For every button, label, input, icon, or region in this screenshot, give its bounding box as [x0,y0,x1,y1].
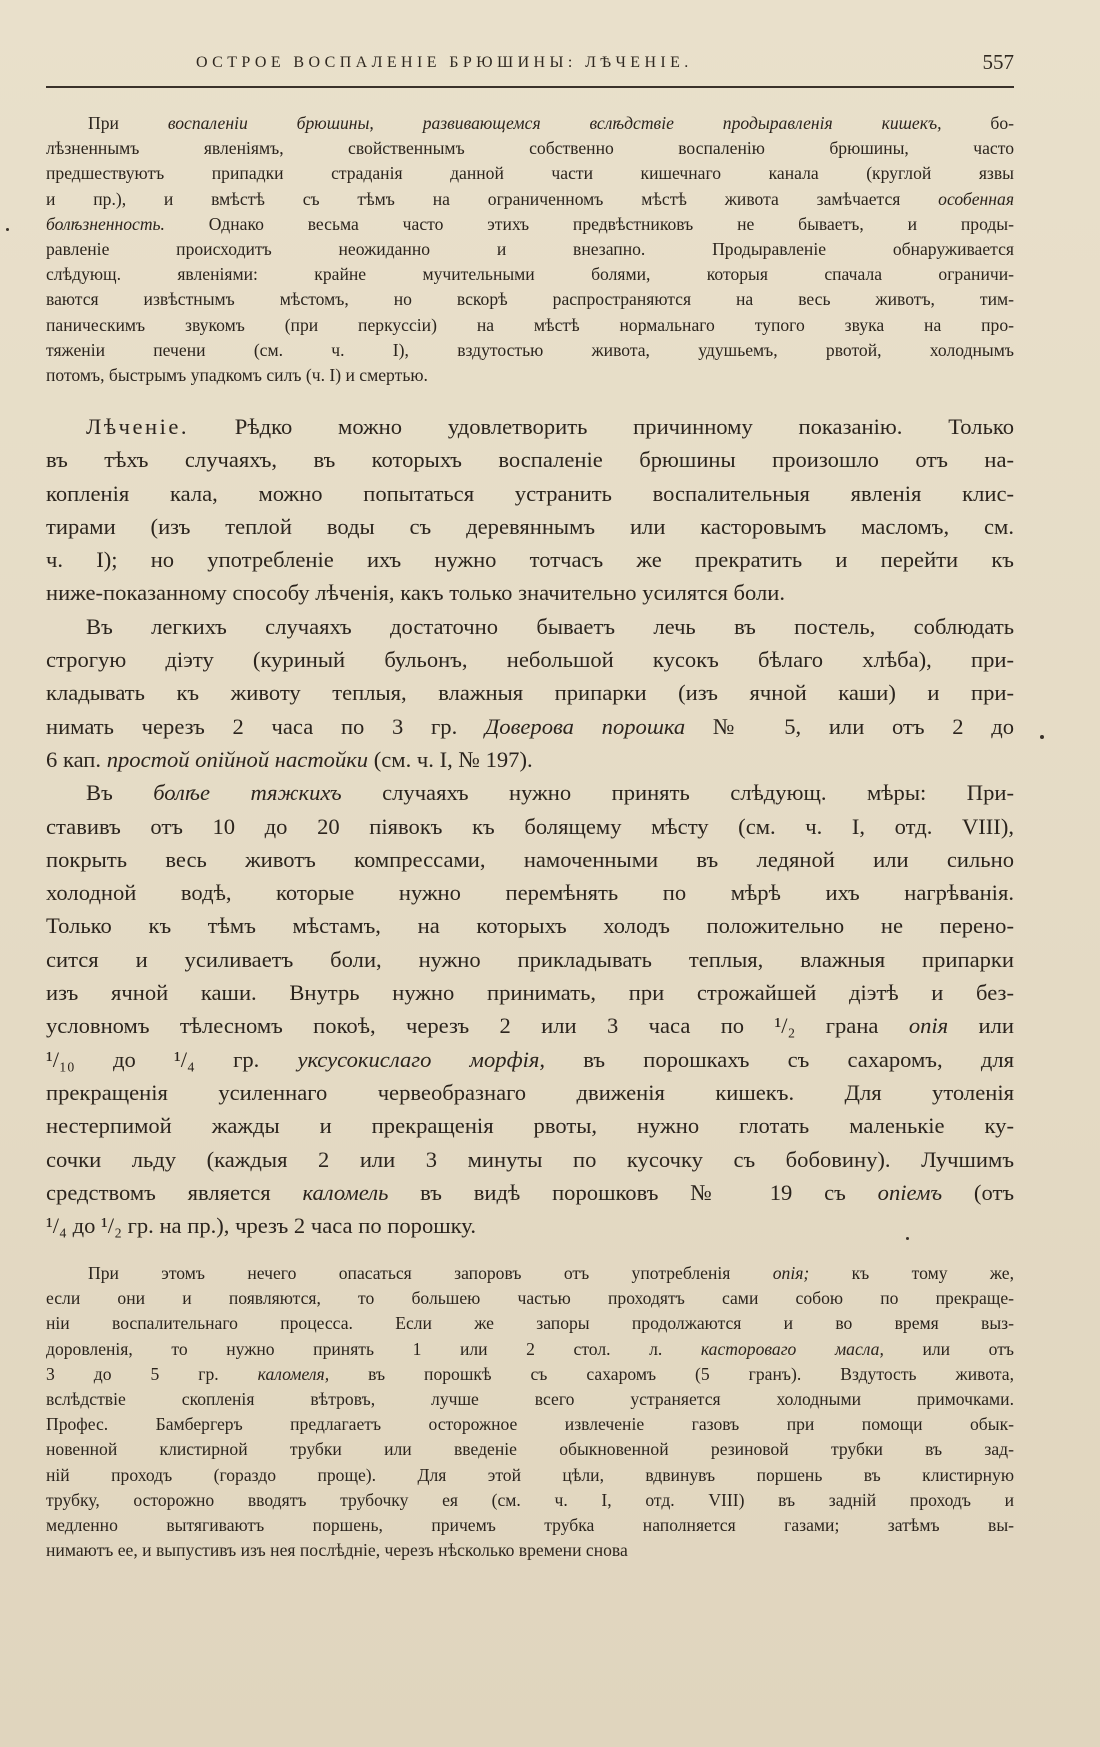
text-line [46,1488,1014,1513]
footnote-paragraph [46,1261,1014,1563]
text-line [46,1109,1014,1142]
italic-term: опія [908,1013,949,1039]
text-run: Профес. Бамбергеръ предлагаетъ осторожное извлеченіе газовъ при помощи обык- [46,1414,1014,1435]
text-run: лѣзненнымъ явленіямъ, свойственнымъ собственно воспаленію брюшины, часто [46,138,1014,159]
italic-term: Доверова порошка [484,713,686,739]
text-run: медленно вытягиваютъ поршень, причемъ трубка наполняется газами; затѣмъ вы- [46,1515,1014,1536]
text-line [46,212,1014,237]
text-run: Только къ тѣмъ мѣстамъ, на которыхъ холодъ положительно не перено- [46,913,1014,939]
text-line [46,1261,1014,1286]
text-line [46,1437,1014,1462]
text-line [46,287,1014,312]
text-run: условномъ тѣлесномъ покоѣ, черезъ 2 или 3 часа по ¹/₂ грана [46,1013,909,1039]
text-line [46,1311,1014,1336]
italic-term: каломель [302,1179,389,1205]
text-line [46,943,1014,976]
text-line [46,443,1014,476]
text-run: нимаютъ ее, и выпустивъ изъ нея послѣдніе, черезъ нѣсколько времени снова [46,1540,628,1561]
text-run: При этомъ нечего опасаться запоровъ отъ употребленія [88,1263,773,1283]
text-run: сится и усиливаетъ боли, нужно прикладывать теплыя, влажныя припарки [46,946,1014,972]
text-run: прекращенія усиленнаго червеобразнаго движенія кишекъ. Для утоленія [46,1079,1014,1105]
text-run: ¹/₁₀ до ¹/₄ гр. [46,1046,298,1072]
page-header [46,50,1014,88]
text-run: средствомъ является [46,1179,303,1205]
text-line [46,576,1014,609]
text-line [46,313,1014,338]
text-line [46,643,1014,676]
italic-term: каломеля, [257,1363,330,1384]
text-line [46,1043,1014,1076]
text-run: Однако весьма часто этихъ предвѣстниковъ не бываетъ, и проды- [164,213,1014,234]
text-run: Въ [86,780,154,806]
text-line [46,363,1014,388]
italic-term: болѣзненность. [46,213,165,234]
text-line [46,510,1014,543]
text-line [46,1362,1014,1387]
text-run: тяженіи печени (см. ч. I), вздутостью живота, удушьемъ, рвотой, холоднымъ [46,339,1014,360]
text-run: или отъ [883,1338,1014,1359]
text-line [46,1176,1014,1209]
italic-term: простой опійной настойки [106,746,369,772]
italic-term: опія; [772,1263,810,1283]
italic-term: болѣе тяжкихъ [153,780,342,806]
text-run: если они и появляются, то большею частью проходятъ сами собою по прекраще- [46,1288,1014,1309]
text-run: ній проходъ (гораздо проще). Для этой цѣли, вдвинувъ поршень въ клистирную [46,1464,1014,1485]
text-run: равленіе происходитъ неожиданно и внезапно. Продыравленіе обнаруживается [46,239,1014,260]
text-line [46,843,1014,876]
text-line [46,1513,1014,1538]
text-run: копленія кала, можно попытаться устранить воспалительныя явленія клис- [46,480,1014,506]
treatment-section [46,410,1014,1242]
page-number: 557 [982,50,1014,74]
text-line [46,1337,1014,1362]
text-line [46,610,1014,643]
text-line [46,1143,1014,1176]
text-run: въ порошкѣ съ сахаромъ (5 гранъ). Вздутость живота, [329,1363,1014,1384]
text-run: 6 кап. [46,746,107,772]
text-run: ваются извѣстнымъ мѣстомъ, но вскорѣ распространяются на весь животъ, тим- [46,289,1014,310]
text-line [46,1412,1014,1437]
text-line [46,161,1014,186]
text-line [46,262,1014,287]
text-line [46,776,1014,809]
text-run: строгую діэту (куриный бульонъ, небольшой кусокъ бѣлаго хлѣба), при- [46,647,1014,673]
text-run: предшествуютъ припадки страданія данной части кишечнаго канала (круглой язвы [46,163,1014,184]
text-run: (отъ [942,1179,1015,1205]
text-run: въ видѣ порошковъ № 19 съ [388,1179,878,1205]
section-heading: Лѣченіе. [86,414,190,439]
text-run: доровленія, то нужно принять 1 или 2 стол. л. [46,1338,701,1359]
text-run: случаяхъ нужно принять слѣдующ. мѣры: При- [341,780,1014,806]
text-line [46,976,1014,1009]
text-run: 3 до 5 гр. [46,1363,258,1384]
text-line [46,1387,1014,1412]
text-run: въ тѣхъ случаяхъ, въ которыхъ воспаленіе брюшины произошло отъ на- [46,447,1014,473]
text-line [46,909,1014,942]
italic-term: особенная [938,188,1014,209]
paragraph-perforation [46,111,1014,388]
text-run: нестерпимой жажды и прекращенія рвоты, нужно глотать маленькіе ку- [46,1113,1014,1139]
italic-term: касторовагo масла, [700,1338,884,1359]
text-line [46,111,1014,136]
text-run: потомъ, быстрымъ упадкомъ силъ (ч. I) и смертью. [46,365,428,386]
text-line [46,1538,1014,1563]
text-run: Въ легкихъ случаяхъ достаточно бываетъ лечь въ постель, соблюдать [86,613,1014,639]
text-line [46,676,1014,709]
text-run: вслѣдствіе скопленія вѣтровъ, лучше всего устраняется холодными примочками. [46,1389,1014,1410]
text-run: сочки льду (каждыя 2 или 3 минуты по кусочку съ бобовину). Лучшимъ [46,1146,1014,1172]
text-run: или [948,1013,1014,1039]
text-run: изъ ячной каши. Внутрь нужно принимать, при строжайшей діэтѣ и без- [46,980,1014,1006]
text-run: покрыть весь животъ компрессами, намоченными въ ледяной или сильно [46,846,1014,872]
text-run: ¹/₄ до ¹/₂ гр. на пр.), чрезъ 2 часа по порошку. [46,1213,476,1239]
text-line [46,237,1014,262]
text-line [46,876,1014,909]
text-run: кладывать къ животу теплыя, влажныя припарки (изъ ячной каши) и при- [46,680,1014,706]
text-run: паническимъ звукомъ (при перкуссіи) на мѣстѣ нормальнаго тупого звука на про- [46,314,1014,335]
running-title: ОСТРОЕ ВОСПАЛЕНІЕ БРЮШИНЫ: ЛѢЧЕНІЕ. [196,54,693,71]
text-line [46,1076,1014,1109]
text-line [46,187,1014,212]
italic-term: опіемъ [877,1179,943,1205]
text-run: Рѣдко можно удовлетворить причинному показанію. Только [189,414,1014,439]
text-line [46,743,1014,776]
text-line [46,543,1014,576]
text-run: нимать черезъ 2 часа по 3 гр. [46,713,485,739]
text-run: слѣдующ. явленіями: крайне мучительными болями, которыя спачала ограничи- [46,264,1014,285]
text-line [46,477,1014,510]
text-run: (см. ч. I, № 197). [368,746,533,772]
text-line [46,810,1014,843]
text-run: трубку, осторожно вводятъ трубочку ея (см. ч. I, отд. VIII) въ задній проходъ и [46,1489,1014,1510]
italic-term: воспаленіи брюшины, развивающемся вслѣдствіе продыравленія кишекъ, [167,113,942,133]
text-line [46,1463,1014,1488]
text-run: и пр.), и вмѣстѣ съ тѣмъ на ограниченномъ мѣстѣ живота замѣчается [46,188,939,209]
text-line [46,136,1014,161]
text-run: ниже-показанному способу лѣченія, какъ только значительно усилятся боли. [46,580,786,606]
text-run: ч. I); но употребленіе ихъ нужно тотчасъ же прекратить и перейти къ [46,547,1014,573]
text-run: № 5, или отъ 2 до [685,713,1015,739]
text-line [46,1009,1014,1042]
text-run: въ порошкахъ съ сахаромъ, для [545,1046,1014,1072]
text-line [46,338,1014,363]
text-run: тирами (изъ теплой воды съ деревяннымъ или касторовымъ масломъ, см. [46,513,1014,539]
text-line [46,1286,1014,1311]
text-run: къ тому же, [809,1263,1015,1283]
text-run: ніи воспалительнаго процесса. Если же запоры продолжаются и во время выз- [46,1313,1014,1334]
text-run: новенной клистирной трубки или введеніе обыкновенной резиновой трубки въ зад- [46,1439,1014,1460]
text-line [46,1209,1014,1242]
text-run: При [88,113,168,133]
text-run: бо- [941,113,1014,133]
text-run: холодной водѣ, которые нужно перемѣнять по мѣрѣ ихъ нагрѣванія. [46,880,1014,906]
text-line [46,710,1014,743]
italic-term: уксусокислаго морфія, [297,1046,546,1072]
text-run: ставивъ отъ 10 до 20 піявокъ къ болящему мѣсту (см. ч. I, отд. VIII), [46,813,1014,839]
text-line [46,410,1014,443]
